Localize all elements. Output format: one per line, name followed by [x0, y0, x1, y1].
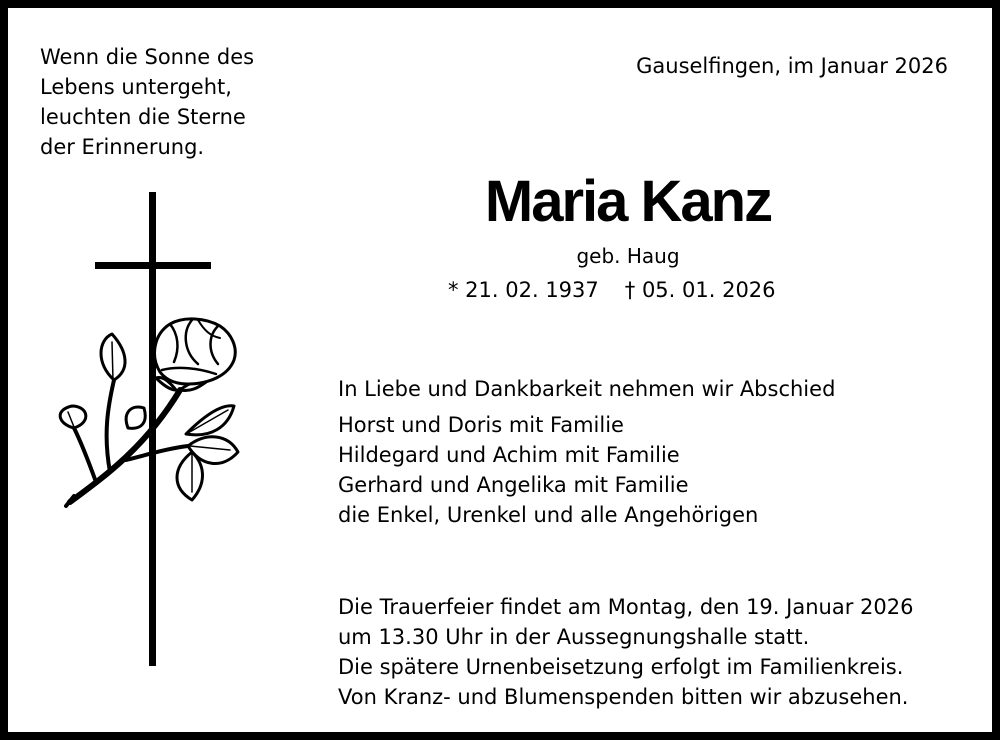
ceremony-line: Die spätere Urnenbeisetzung erfolgt im Familienkreis. — [338, 655, 904, 679]
death-date: † 05. 01. 2026 — [624, 278, 776, 302]
deceased-name: Maria Kanz — [484, 169, 772, 234]
quote-line: Lebens untergeht, — [40, 75, 232, 99]
mourners-list — [338, 410, 835, 530]
maiden-name: geb. Haug — [576, 244, 680, 268]
place-date: Gauselfingen, im Januar 2026 — [636, 54, 948, 78]
farewell-intro: In Liebe und Dankbarkeit nehmen wir Abschied — [338, 377, 836, 401]
cross-with-rose — [58, 184, 258, 674]
quote-line: der Erinnerung. — [40, 135, 205, 159]
ceremony-line: Von Kranz- und Blumenspenden bitten wir abzusehen. — [338, 685, 909, 709]
quote-line: Wenn die Sonne des — [40, 45, 255, 69]
ceremony-line: um 13.30 Uhr in der Aussegnungshalle statt. — [338, 625, 810, 649]
birth-date: * 21. 02. 1937 — [448, 278, 599, 302]
memorial-quote — [40, 42, 254, 162]
ceremony-line: Die Trauerfeier findet am Montag, den 19. Januar 2026 — [338, 595, 914, 619]
mourner-entry: Gerhard und Angelika mit Familie — [338, 473, 689, 497]
mourner-entry: Horst und Doris mit Familie — [338, 413, 624, 437]
mourners-section — [338, 374, 835, 530]
ceremony-details — [338, 592, 913, 712]
life-dates — [448, 278, 776, 302]
quote-line: leuchten die Sterne — [40, 105, 246, 129]
mourner-entry: Hildegard und Achim mit Familie — [338, 443, 680, 467]
mourner-entry: die Enkel, Urenkel und alle Angehörigen — [338, 503, 759, 527]
